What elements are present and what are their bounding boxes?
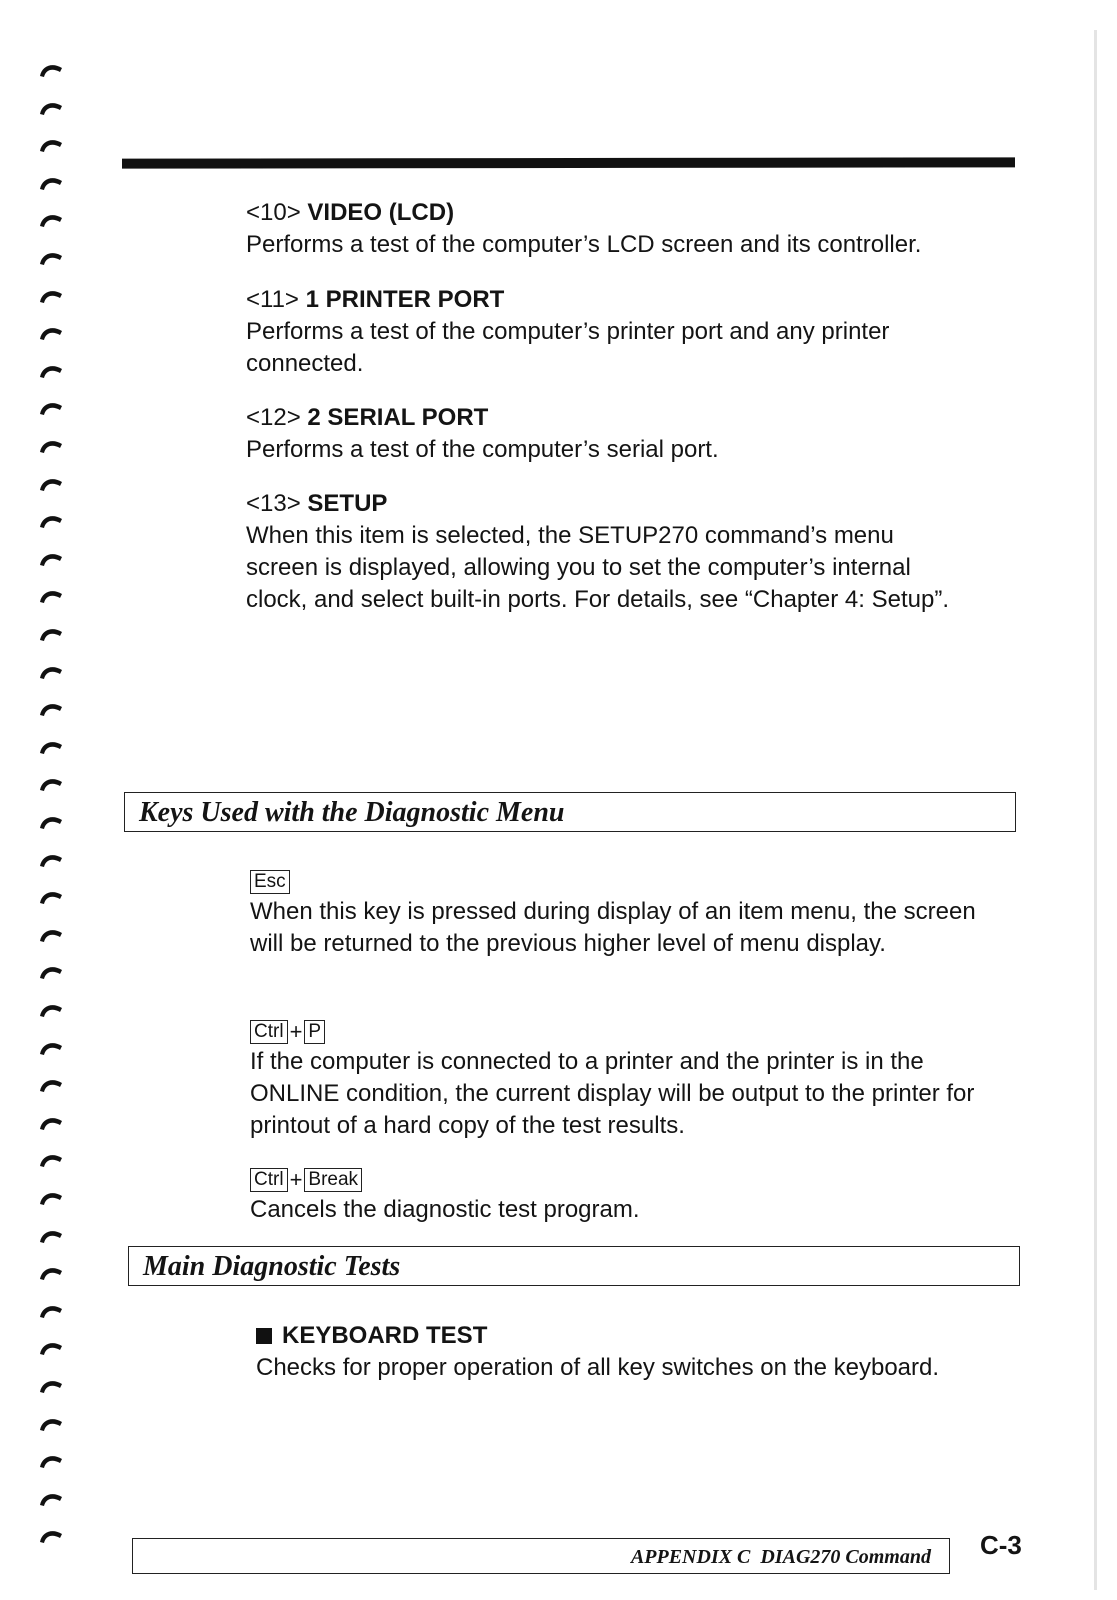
menu-item-title: 2 SERIAL PORT bbox=[307, 404, 489, 431]
menu-item-description: When this item is selected, the SETUP270 command’s menu screen is displayed, allowing you to set the computer’s internal clock, and select built-in ports. For details, see “Chapter 4: Setup”. bbox=[246, 522, 949, 613]
test-description: Checks for proper operation of all key switches on the keyboard. bbox=[256, 1354, 940, 1381]
menu-item-description: Performs a test of the computer’s LCD screen and its controller. bbox=[246, 231, 922, 258]
footer-box bbox=[132, 1538, 950, 1574]
menu-item-heading bbox=[246, 197, 1006, 229]
test-heading bbox=[256, 1320, 1016, 1352]
key-item-ctrl-p bbox=[250, 1018, 995, 1142]
square-bullet-icon bbox=[256, 1328, 272, 1344]
key-combination bbox=[250, 1018, 995, 1046]
menu-item-serial-port bbox=[246, 402, 1006, 466]
key-combination bbox=[250, 868, 980, 896]
page-number: C-3 bbox=[980, 1530, 1022, 1560]
key-description: When this key is pressed during display of an item menu, the screen will be returned to the previous higher level of menu display. bbox=[250, 898, 976, 957]
ctrl-key-icon: Ctrl bbox=[250, 1020, 288, 1044]
test-title: KEYBOARD TEST bbox=[282, 1322, 488, 1349]
key-combination bbox=[250, 1166, 1010, 1194]
ctrl-key-icon: Ctrl bbox=[250, 1168, 288, 1192]
section-header-keys bbox=[124, 792, 1016, 832]
top-rule bbox=[122, 157, 1015, 168]
menu-item-heading bbox=[246, 488, 966, 520]
key-item-esc bbox=[250, 868, 980, 960]
esc-key-icon: Esc bbox=[250, 870, 290, 894]
menu-item-title: SETUP bbox=[307, 490, 388, 517]
key-item-ctrl-break bbox=[250, 1166, 1010, 1226]
section-title: Keys Used with the Diagnostic Menu bbox=[139, 797, 565, 828]
test-item-keyboard bbox=[256, 1320, 1016, 1384]
menu-item-heading bbox=[246, 284, 946, 316]
menu-item-heading bbox=[246, 402, 1006, 434]
menu-item-number: <12> bbox=[246, 404, 301, 431]
running-title: APPENDIX C DIAG270 Command bbox=[630, 1546, 931, 1568]
menu-item-description: Performs a test of the computer’s serial port. bbox=[246, 436, 719, 463]
break-key-icon: Break bbox=[304, 1168, 362, 1192]
key-description: If the computer is connected to a printer and the printer is in the ONLINE condition, the current display will be output to the printer for printout of a hard copy of the test results. bbox=[250, 1048, 975, 1139]
menu-item-title: 1 PRINTER PORT bbox=[305, 286, 505, 313]
menu-item-setup bbox=[246, 488, 966, 616]
menu-item-number: <11> bbox=[246, 286, 299, 313]
plus-sign: + bbox=[289, 1167, 303, 1192]
key-description: Cancels the diagnostic test program. bbox=[250, 1196, 640, 1223]
menu-item-number: <13> bbox=[246, 490, 301, 517]
menu-item-description: Performs a test of the computer’s printer port and any printer connected. bbox=[246, 318, 890, 377]
menu-item-video bbox=[246, 197, 1006, 261]
menu-item-number: <10> bbox=[246, 199, 301, 226]
menu-item-printer-port bbox=[246, 284, 946, 380]
section-header-main-tests bbox=[128, 1246, 1020, 1286]
plus-sign: + bbox=[289, 1019, 303, 1044]
p-key-icon: P bbox=[304, 1020, 325, 1044]
menu-item-title: VIDEO (LCD) bbox=[307, 199, 455, 226]
section-title: Main Diagnostic Tests bbox=[143, 1251, 401, 1282]
